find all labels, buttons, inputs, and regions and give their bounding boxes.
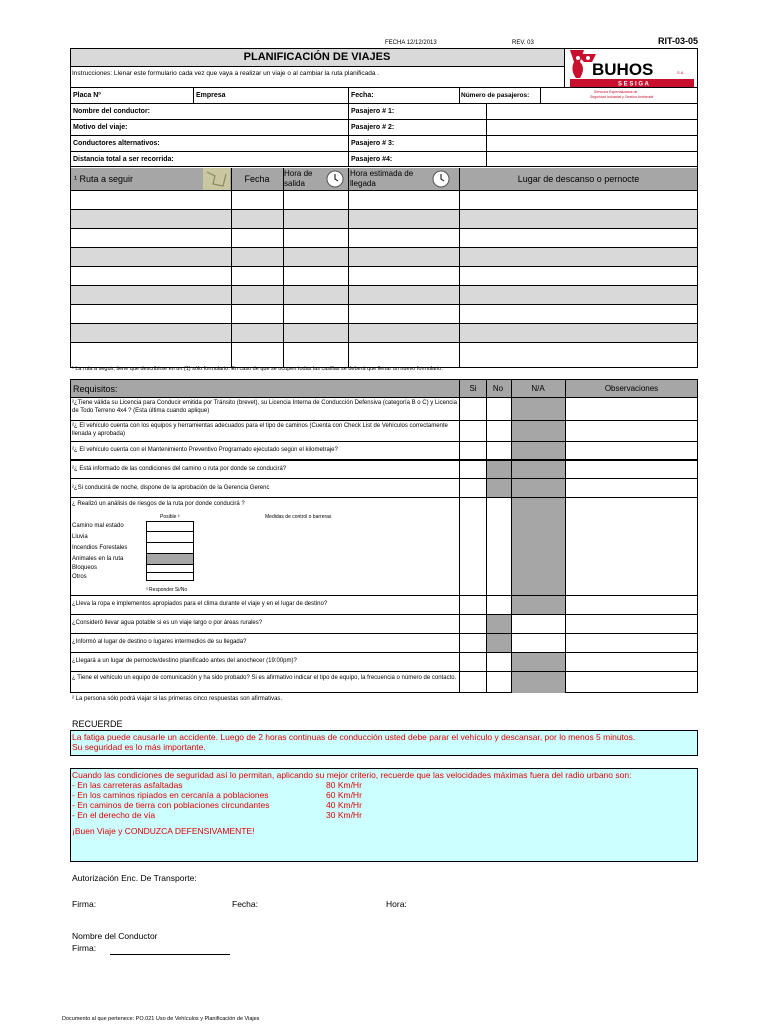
signature-date-label: Fecha: bbox=[232, 899, 258, 909]
speed-row-label: - En el derecho de vía bbox=[72, 810, 156, 820]
observations-column-header: Observaciones bbox=[604, 384, 659, 393]
na-column-header: N/A bbox=[531, 384, 545, 393]
requirement-item: ²¿ Está informado de las condiciones del camino o ruta por donde se conducirá? bbox=[72, 466, 287, 472]
requirement-item: ²¿Tiene válida su Licencia para Conducir emitida por Tránsito (brevet), su Licencia Interna de Conducción Defensiva (categoría B o C) y Licencia de Todo Terreno 4x4 ? (Esta última cuando aplique) bbox=[72, 400, 457, 414]
trip-reason-label: Motivo del viaje: bbox=[73, 124, 128, 131]
requirement-item: ²¿Si conducirá de noche, dispone de la aprobación de la Gerencia Gerenc bbox=[72, 485, 270, 491]
requirements-header: Requisitos: bbox=[73, 383, 118, 394]
speed-row-label: - En las carreteras asfaltadas bbox=[72, 780, 183, 790]
driver-signature-line[interactable] bbox=[110, 954, 230, 955]
speed-row-value: 60 Km/Hr bbox=[326, 790, 362, 800]
document-footer: Documento al que pertenece: PO.021 Uso de Vehículos y Planificación de Viajes bbox=[62, 1016, 260, 1022]
date-label: Fecha: bbox=[351, 92, 374, 99]
requirement-item: ¿ Realizó un análisis de riesgos de la ruta por donde conducirá ? bbox=[72, 501, 245, 507]
requirement-item: ¿ Tiene el vehículo un equipo de comunicación y ha sido probado? Si es afirmativo indicar el tipo de equipo, la frecuencia o número de contacto. bbox=[72, 675, 457, 681]
form-code: RIT-03-05 bbox=[658, 36, 699, 46]
requirement-item: ¿Llegará a un lugar de pernocte/destino planificado antes del anochecer (19:00pm)? bbox=[72, 658, 297, 664]
date-column-header: Fecha bbox=[244, 174, 270, 184]
map-icon bbox=[203, 168, 230, 190]
logo-sub: S E S I G A bbox=[618, 81, 649, 88]
speed-row-value: 30 Km/Hr bbox=[326, 810, 362, 820]
requirement-item: ²¿ El vehículo cuenta con el Mantenimiento Preventivo Programado ejecutado según el kilometraje? bbox=[72, 447, 338, 453]
passenger-count-label: Número de pasajeros: bbox=[461, 92, 530, 99]
fatigue-reminder-line1: La fatiga puede causarle un accidente. Luego de 2 horas continuas de conducción usted debe parar el vehículo y descansar, por lo menos 5 minutos. bbox=[72, 732, 636, 742]
speed-row-value: 80 Km/Hr bbox=[326, 780, 362, 790]
requirement-item: ¿Consideró llevar agua potable si es un viaje largo o por áreas rurales? bbox=[72, 620, 263, 626]
logo-tag1: Servicios Especializados de bbox=[594, 90, 638, 94]
speed-row-label: - En los caminos ripiados en cercanía a poblaciones bbox=[72, 790, 269, 800]
requirements-footnote: ² La persona sólo podrá viajar si las primeras cinco respuestas son afirmativas. bbox=[72, 696, 283, 702]
signature-label: Firma: bbox=[72, 899, 97, 909]
top-section-frame bbox=[70, 48, 698, 368]
risk-item: Camino mal estado bbox=[72, 523, 124, 529]
passenger-4-label: Pasajero #4: bbox=[351, 156, 393, 163]
risk-item: Incendios Forestales bbox=[72, 545, 128, 551]
form-date: FECHA 12/12/2013 bbox=[385, 40, 437, 46]
logo-sa: S.A. bbox=[677, 70, 685, 75]
route-column-header: ¹ Ruta a seguir bbox=[74, 174, 134, 184]
requirement-item: ¿Lleva la ropa e implementos apropiados para el clima durante el viaje y en el lugar de destino? bbox=[72, 601, 328, 607]
speed-intro: Cuando las condiciones de seguridad así lo permitan, aplicando su mejor criterio, recuerde que las velocidades máximas fuera del radio urbano son: bbox=[72, 770, 632, 780]
transport-authorization-label: Autorización Enc. De Transporte: bbox=[72, 873, 197, 883]
passenger-3-label: Pasajero # 3: bbox=[351, 140, 395, 147]
signature-time-label: Hora: bbox=[386, 899, 407, 909]
requirement-item: ²¿ El vehículo cuenta con los equipos y herramientas adecuados para el tipo de caminos (Cuenta con Check List de Vehículos correctamente llenada y aprobada) bbox=[72, 423, 448, 437]
driver-name-signature-label: Nombre del Conductor bbox=[72, 931, 158, 941]
risk-possible-header: Posible ³ bbox=[160, 514, 180, 520]
rest-place-column-header: Lugar de descanso o pernocte bbox=[517, 174, 640, 184]
risk-measures-header: Medidas de control o barreras bbox=[265, 514, 332, 520]
logo-name: BUHOS bbox=[592, 60, 654, 79]
instructions-text: Instrucciones: Llenar este formulario cada vez que vaya a realizar un viaje o al cambiar la ruta planificada . bbox=[72, 70, 380, 77]
passenger-1-label: Pasajero # 1: bbox=[351, 108, 395, 115]
risk-item: Bloqueos bbox=[72, 565, 98, 571]
speed-row-value: 40 Km/Hr bbox=[326, 800, 362, 810]
yes-column-header: Si bbox=[469, 384, 477, 393]
distance-label: Distancia total a ser recorrida: bbox=[73, 156, 174, 163]
departure-column-header: Hora de salida bbox=[284, 169, 313, 188]
risk-item: Otros bbox=[72, 574, 87, 580]
page-title: PLANIFICACIÓN DE VIAJES bbox=[243, 51, 391, 63]
speed-row-label: - En caminos de tierra con poblaciones circundantes bbox=[72, 800, 270, 810]
driver-name-label: Nombre del conductor: bbox=[73, 108, 151, 115]
driver-signature-label: Firma: bbox=[72, 943, 97, 953]
alternate-drivers-label: Conductores alternativos: bbox=[73, 140, 160, 147]
closing-message: ¡Buen Viaje y CONDUZCA DEFENSIVAMENTE! bbox=[72, 826, 255, 836]
passenger-2-label: Pasajero # 2: bbox=[351, 124, 395, 131]
company-label: Empresa bbox=[196, 92, 226, 99]
route-footnote: ¹ La ruta a seguir, tiene que describirse en un (1) sólo formulario. En caso de que se ocupen todas las casillas se deberá que llenar un nuevo formulario. bbox=[72, 366, 443, 372]
fatigue-reminder-line2: Su seguridad es lo más importante. bbox=[72, 742, 206, 752]
risk-note: ³ Responder Si/No bbox=[146, 587, 188, 593]
logo-tag2: Seguridad Industrial y Gestión Ambiental bbox=[590, 95, 654, 99]
recuerde-title: RECUERDE bbox=[72, 719, 123, 729]
no-column-header: No bbox=[492, 384, 504, 393]
requirement-item: ¿Informó al lugar de destino o lugares intermedios de su llegada? bbox=[72, 639, 247, 645]
risk-item: Lluvia bbox=[72, 534, 88, 540]
form-revision: REV. 03 bbox=[512, 40, 534, 46]
plate-label: Placa Nº bbox=[73, 92, 101, 99]
arrival-column-header: Hora estimada de llegada bbox=[350, 169, 414, 188]
risk-item: Animales en la ruta bbox=[72, 556, 124, 562]
